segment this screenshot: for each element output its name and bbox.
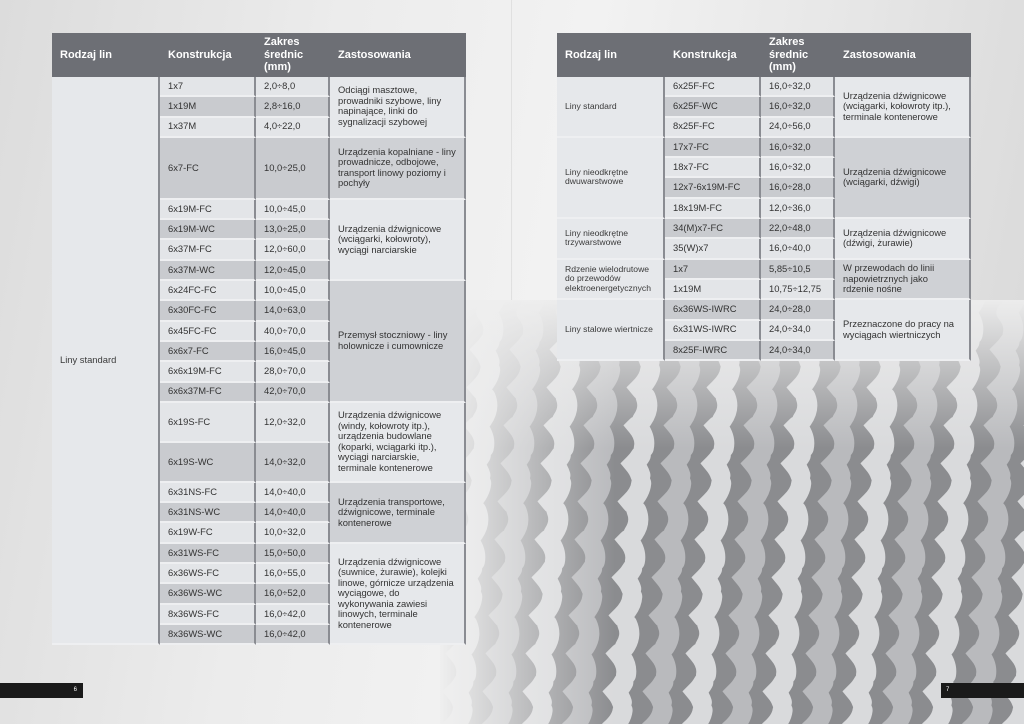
diameter-range-cell: 10,0÷45,0 [256,281,330,301]
construction-cell: 34(M)x7-FC [665,219,761,239]
diameter-range-cell: 12,0÷45,0 [256,261,330,281]
diameter-range-cell: 24,0÷34,0 [761,341,835,361]
construction-cell: 35(W)x7 [665,239,761,259]
diameter-range-cell: 22,0÷48,0 [761,219,835,239]
construction-cell: 6x36WS-IWRC [665,300,761,320]
page-number-right [941,683,1024,698]
application-cell: Urządzenia dźwignicowe (dźwigi, żurawie) [835,219,971,260]
header-application: Zastosowania [330,33,466,77]
construction-cell: 6x6x37M-FC [160,383,256,403]
diameter-range-cell: 16,0÷40,0 [761,239,835,259]
construction-cell: 18x19M-FC [665,199,761,219]
page-number-left-text: 6 [73,687,77,693]
diameter-range-cell: 40,0÷70,0 [256,322,330,342]
diameter-range-cell: 24,0÷28,0 [761,300,835,320]
steel-rope-image [440,300,1024,724]
table-row [557,138,971,158]
application-cell: W przewodach do linii napowietrznych jako rdzenie nośne [835,260,971,301]
diameter-range-cell: 5,85÷10,5 [761,260,835,280]
diameter-range-cell: 16,0÷28,0 [761,178,835,198]
construction-cell: 8x25F-FC [665,118,761,138]
application-cell: Urządzenia dźwignicowe (wciągarki, kołowroty), wyciągi narciarskie [330,200,466,281]
construction-cell: 6x37M-FC [160,240,256,260]
construction-cell: 1x7 [665,260,761,280]
rope-type-cell: Liny stalowe wiertnicze [557,300,665,361]
construction-cell: 8x36WS-WC [160,625,256,645]
rope-type-cell: Liny standard [557,77,665,138]
diameter-range-cell: 16,0÷32,0 [761,138,835,158]
construction-cell: 6x7-FC [160,138,256,200]
diameter-range-cell: 16,0÷32,0 [761,158,835,178]
diameter-range-cell: 15,0÷50,0 [256,544,330,564]
construction-cell: 6x37M-WC [160,261,256,281]
diameter-range-cell: 14,0÷32,0 [256,443,330,483]
diameter-range-cell: 16,0÷52,0 [256,584,330,604]
construction-cell: 6x6x7-FC [160,342,256,362]
construction-cell: 6x6x19M-FC [160,362,256,382]
diameter-range-cell: 24,0÷34,0 [761,321,835,341]
construction-cell: 1x37M [160,118,256,138]
construction-cell: 6x25F-WC [665,97,761,117]
right-spec-table [557,33,971,361]
construction-cell: 6x19W-FC [160,523,256,543]
diameter-range-cell: 10,0÷32,0 [256,523,330,543]
application-cell: Urządzenia dźwignicowe (wciągarki, kołowroty itp.), terminale kontenerowe [835,77,971,138]
diameter-range-cell: 2,0÷8,0 [256,77,330,97]
header-construction: Konstrukcja [160,33,256,77]
application-cell: Odciągi masztowe, prowadniki szybowe, liny napinające, linki do sygnalizacji szybowej [330,77,466,138]
left-spec-table [52,33,466,645]
diameter-range-cell: 10,0÷25,0 [256,138,330,200]
rope-type-cell: Liny nieodkrętne trzywarstwowe [557,219,665,260]
table-row [557,300,971,320]
application-cell: Urządzenia transportowe, dźwignicowe, terminale kontenerowe [330,483,466,544]
construction-cell: 6x45FC-FC [160,322,256,342]
construction-cell: 6x19M-FC [160,200,256,220]
diameter-range-cell: 42,0÷70,0 [256,383,330,403]
diameter-range-cell: 12,0÷32,0 [256,403,330,443]
construction-cell: 6x19S-WC [160,443,256,483]
rope-type-cell: Liny nieodkrętne dwuwarstwowe [557,138,665,219]
diameter-range-cell: 16,0÷42,0 [256,605,330,625]
page-number-right-text: 7 [946,687,950,693]
diameter-range-cell: 16,0÷42,0 [256,625,330,645]
header-construction: Konstrukcja [665,33,761,77]
header-range: Zakres średnic (mm) [761,33,835,77]
diameter-range-cell: 14,0÷40,0 [256,503,330,523]
diameter-range-cell: 2,8÷16,0 [256,97,330,117]
application-cell: Urządzenia kopalniane - liny prowadnicze, odbojowe, transport linowy poziomy i pochyły [330,138,466,200]
application-cell: Urządzenia dźwignicowe (windy, kołowroty itp.), urządzenia budowlane (koparki, wciągarki itp.), wyciągi narciarskie, terminale kontenerowe [330,403,466,483]
header-application: Zastosowania [835,33,971,77]
construction-cell: 6x19S-FC [160,403,256,443]
construction-cell: 6x19M-WC [160,220,256,240]
diameter-range-cell: 16,0÷32,0 [761,97,835,117]
construction-cell: 6x30FC-FC [160,301,256,321]
diameter-range-cell: 12,0÷36,0 [761,199,835,219]
diameter-range-cell: 14,0÷63,0 [256,301,330,321]
diameter-range-cell: 16,0÷55,0 [256,564,330,584]
construction-cell: 6x36WS-WC [160,584,256,604]
application-cell: Urządzenia dźwignicowe (wciągarki, dźwigi) [835,138,971,219]
construction-cell: 6x31WS-IWRC [665,321,761,341]
diameter-range-cell: 14,0÷40,0 [256,483,330,503]
diameter-range-cell: 4,0÷22,0 [256,118,330,138]
construction-cell: 17x7-FC [665,138,761,158]
construction-cell: 6x31NS-FC [160,483,256,503]
page-number-left [0,683,83,698]
diameter-range-cell: 16,0÷45,0 [256,342,330,362]
table-row [557,77,971,97]
application-cell: Urządzenia dźwignicowe (suwnice, żurawie), kolejki linowe, górnicze urządzenia wyciągowe, do wykonywania zawiesi linowych, terminale kontenerowe [330,544,466,645]
diameter-range-cell: 13,0÷25,0 [256,220,330,240]
diameter-range-cell: 10,0÷45,0 [256,200,330,220]
construction-cell: 6x24FC-FC [160,281,256,301]
header-type: Rodzaj lin [557,33,665,77]
header-range: Zakres średnic (mm) [256,33,330,77]
construction-cell: 6x31NS-WC [160,503,256,523]
construction-cell: 6x25F-FC [665,77,761,97]
table-row [52,77,466,97]
diameter-range-cell: 16,0÷32,0 [761,77,835,97]
rope-type-cell: Liny standard [52,77,160,645]
construction-cell: 12x7-6x19M-FC [665,178,761,198]
diameter-range-cell: 24,0÷56,0 [761,118,835,138]
application-cell: Przeznaczone do pracy na wyciągach wiertniczych [835,300,971,361]
construction-cell: 8x25F-IWRC [665,341,761,361]
application-cell: Przemysł stoczniowy - liny holownicze i cumownicze [330,281,466,403]
construction-cell: 6x31WS-FC [160,544,256,564]
diameter-range-cell: 10,75÷12,75 [761,280,835,300]
construction-cell: 1x19M [160,97,256,117]
construction-cell: 8x36WS-FC [160,605,256,625]
construction-cell: 1x7 [160,77,256,97]
diameter-range-cell: 12,0÷60,0 [256,240,330,260]
header-type: Rodzaj lin [52,33,160,77]
construction-cell: 1x19M [665,280,761,300]
table-row [557,219,971,239]
rope-type-cell: Rdzenie wielodrutowe do przewodów elektroenergetycznych [557,260,665,301]
table-row [557,260,971,280]
construction-cell: 6x36WS-FC [160,564,256,584]
diameter-range-cell: 28,0÷70,0 [256,362,330,382]
construction-cell: 18x7-FC [665,158,761,178]
